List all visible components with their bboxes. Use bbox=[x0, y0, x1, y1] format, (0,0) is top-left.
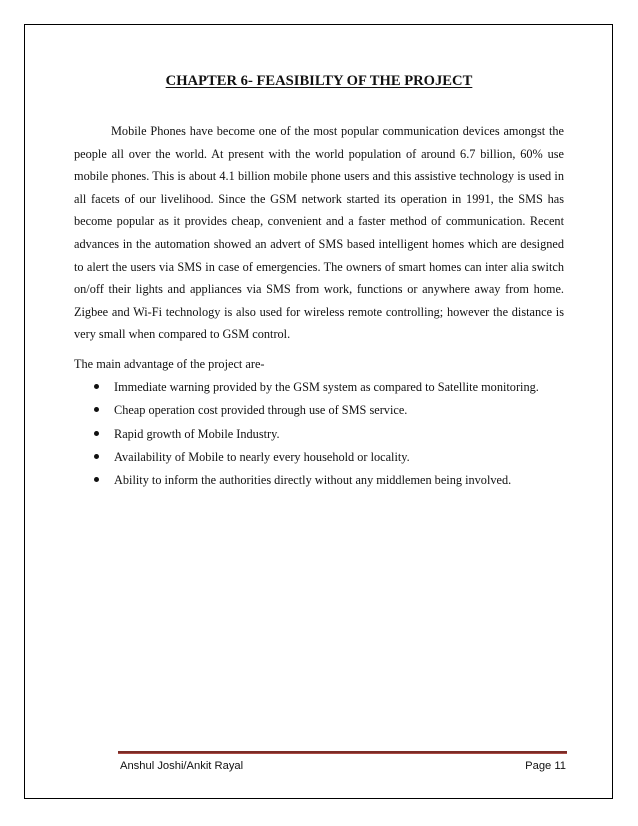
page-title: CHAPTER 6- FEASIBILTY OF THE PROJECT bbox=[165, 73, 473, 89]
footer-divider bbox=[118, 751, 567, 754]
list-item bbox=[74, 426, 574, 449]
list-item-text: Cheap operation cost provided through use of SMS service. bbox=[114, 403, 408, 418]
list-item-text: Rapid growth of Mobile Industry. bbox=[114, 426, 280, 441]
bullet-icon bbox=[94, 477, 99, 482]
list-item-text: Ability to inform the authorities directly without any middlemen being involved. bbox=[114, 473, 512, 488]
list-item bbox=[74, 402, 574, 425]
bullet-icon bbox=[94, 384, 99, 389]
body-paragraph: Mobile Phones have become one of the most popular communication devices amongst the people all over the world. At present with the world population of around 6.7 billion, 60% use mobile phones. This is about 4.1 billion mobile phone users and this assistive technology is used in all facets of our livelihood. Since the GSM network started its operation in 1991, the SMS has become popular as it provides cheap, convenient and a faster method of communication. Recent advances in the automation showed an advert of SMS based intelligent homes which are designed to alert the users via SMS in case of emergencies. The owners of smart homes can inter alia switch on/off their lights and appliances via SMS from work, functions or anywhere away from home. Zigbee and Wi-Fi technology is also used for wireless remote controlling; however the distance is very small when compared to GSM control. bbox=[74, 124, 564, 342]
list-item-text: Immediate warning provided by the GSM system as compared to Satellite monitoring. bbox=[114, 380, 539, 394]
list-item bbox=[74, 379, 574, 402]
list-item bbox=[74, 449, 574, 472]
bullet-icon bbox=[94, 454, 99, 459]
list-item bbox=[74, 472, 574, 495]
bullet-icon bbox=[94, 431, 99, 436]
list-item-text: Availability of Mobile to nearly every household or locality. bbox=[114, 449, 410, 464]
advantages-list bbox=[74, 379, 574, 495]
bullet-icon bbox=[94, 407, 99, 412]
page-number: Page 11 bbox=[525, 760, 566, 772]
footer-authors: Anshul Joshi/Ankit Rayal bbox=[120, 760, 244, 772]
advantages-heading: The main advantage of the project are- bbox=[74, 357, 265, 371]
